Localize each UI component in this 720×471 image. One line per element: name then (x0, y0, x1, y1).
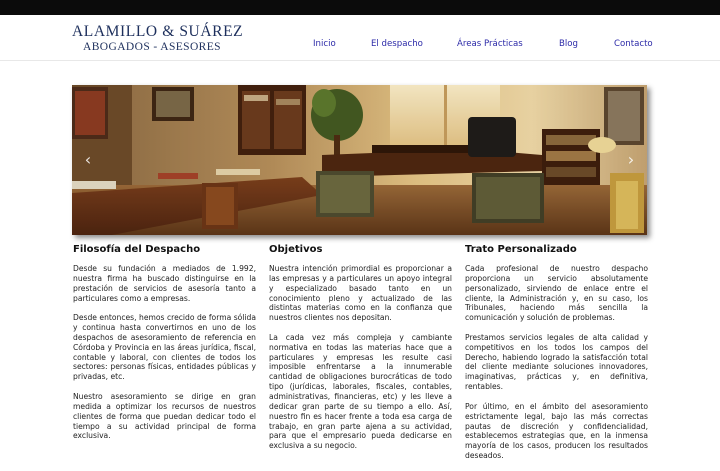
column-paragraph: Nuestra intención primordial es proporcionar a las empresas y a particulares un apoyo integral y especializado basado tanto en un conocimiento pleno y actualizado de las distintas materias como en la confianza que nuestros clientes nos depositan. (269, 264, 452, 323)
chevron-left-icon: ‹ (84, 150, 92, 169)
slider-prev-button[interactable] (81, 151, 95, 169)
slider-next-button[interactable] (624, 151, 638, 169)
column-trato-personalizado (465, 244, 648, 471)
image-slider[interactable] (72, 85, 647, 235)
chevron-right-icon: › (627, 150, 635, 169)
office-photo (72, 85, 647, 235)
nav-inicio[interactable]: Inicio (313, 39, 336, 49)
column-title: Filosofía del Despacho (73, 244, 201, 255)
column-objetivos (269, 244, 452, 461)
logo-firm-name: ALAMILLO & SUÁREZ (72, 23, 244, 40)
column-paragraph: Por último, en el ámbito del asesoramiento estrictamente legal, bajo las más correctas pautas de discreción y confidencialidad, establecemos estrategias que, en la inmensa mayoría de los casos, producen los resultados deseados. (465, 401, 648, 461)
top-black-bar (0, 0, 720, 15)
column-filosofia (73, 244, 256, 451)
column-paragraph: Cada profesional de nuestro despacho proporciona un servicio absolutamente personalizado, sirviendo de enlace entre el cliente, la Administración y, en su caso, los Tribunales, haciendo más sencilla la comunicación y solución de problemas. (465, 264, 648, 323)
column-paragraph: Nuestro asesoramiento se dirige en gran medida a optimizar los recursos de nuestros clientes de forma que puedan dedicar todo el tiempo a su actividad principal de forma exclusiva. (73, 391, 256, 441)
column-paragraph: Desde entonces, hemos crecido de forma sólida y continua hasta convertirnos en uno de los despachos de asesoramiento de referencia en Córdoba y Provincia en las áreas jurídica, fiscal, contable y laboral, con clientes de todos los sectores: personas físicas, entidades públicas y privadas, etc. (73, 313, 256, 382)
column-title: Objetivos (269, 244, 323, 255)
nav-blog[interactable]: Blog (559, 39, 578, 49)
nav-contacto[interactable]: Contacto (614, 39, 653, 49)
column-paragraph: Desde su fundación a mediados de 1.992, nuestra firma ha buscado distinguirse en la prestación de servicios de asesoría tanto a particulares como a empresas. (73, 264, 256, 303)
logo-tagline: ABOGADOS - ASESORES (83, 41, 221, 53)
main-nav (0, 39, 720, 53)
column-paragraph: La cada vez más compleja y cambiante normativa en todas las materias hace que a particulares y empresas les resulte casi imposible enfrentarse a la innumerable cantidad de obligaciones burocráticas de todo tipo (jurídicas, laborales, fiscales, contables, administrativas, financieras, etc) y les lleve a dedicar gran parte de su tiempo a ello. Así, nuestro fin es hacer frente a toda esa carga de trabajo, en gran parte ajena a su actividad, para que el empresario pueda dedicarse en exclusiva a su negocio. (269, 332, 452, 451)
column-paragraph: Prestamos servicios legales de alta calidad y competitivos en los todos los campos del Derecho, habiendo logrado la satisfacción total del cliente mediante soluciones innovadores, imaginativas, prácticas y, en definitiva, rentables. (465, 332, 648, 392)
nav-areas-practicas[interactable]: Áreas Prácticas (457, 39, 523, 49)
site-header (0, 15, 720, 61)
column-title: Trato Personalizado (465, 244, 577, 255)
nav-el-despacho[interactable]: El despacho (371, 39, 423, 49)
